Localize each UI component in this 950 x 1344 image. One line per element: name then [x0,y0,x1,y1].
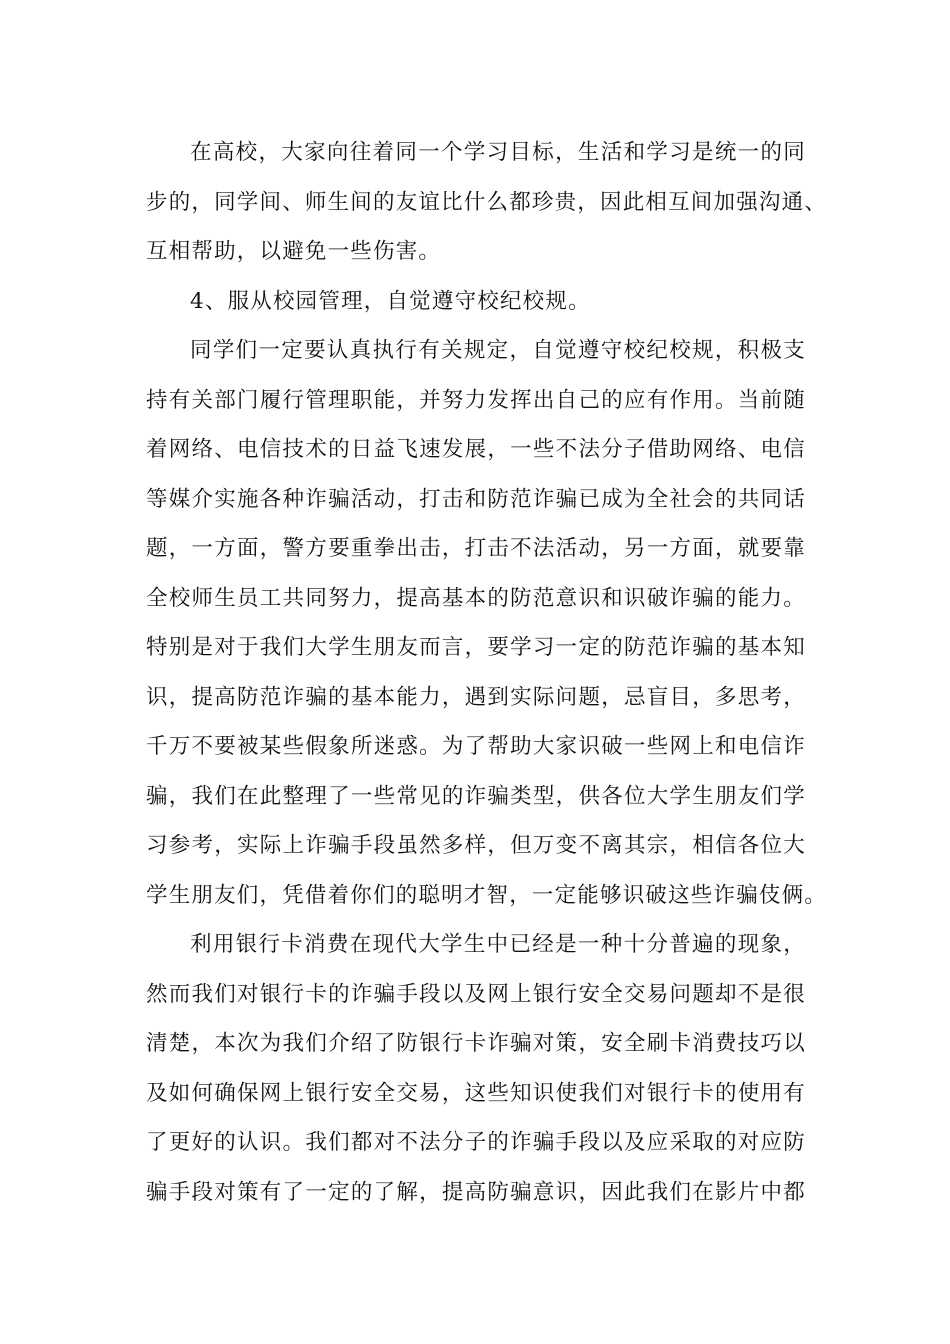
paragraph-3 [146,920,806,1217]
heading-line: 4、服从校园管理，自觉遵守校纪校规。 [190,288,591,314]
paragraph-line: 持有关部门履行管理职能，并努力发挥出自己的应有作用。当前随 [146,387,806,413]
paragraph-line: 骗手段对策有了一定的了解，提高防骗意识，因此我们在影片中都 [146,1179,806,1205]
paragraph-line: 同学们一定要认真执行有关规定，自觉遵守校纪校规，积极支 [190,338,806,363]
paragraph-line: 了更好的认识。我们都对不法分子的诈骗手段以及应采取的对应防 [146,1130,806,1155]
paragraph-line: 全校师生员工共同努力，提高基本的防范意识和识破诈骗的能力。 [146,585,806,611]
section-heading [146,277,806,327]
paragraph-line: 等媒介实施各种诈骗活动，打击和防范诈骗已成为全社会的共同话 [146,486,806,512]
paragraph-line: 千万不要被某些假象所迷惑。为了帮助大家识破一些网上和电信诈 [146,734,806,759]
paragraph-line: 在高校，大家向往着同一个学习目标，生活和学习是统一的同 [190,140,806,165]
paragraph-line: 步的，同学间、师生间的友谊比什么都珍贵，因此相互间加强沟通、 [146,189,828,215]
paragraph-line: 题，一方面，警方要重拳出击，打击不法活动，另一方面，就要靠 [146,536,806,561]
paragraph-line: 及如何确保网上银行安全交易，这些知识使我们对银行卡的使用有 [146,1080,806,1106]
paragraph-line: 识，提高防范诈骗的基本能力，遇到实际问题，忌盲目，多思考， [146,684,806,710]
paragraph-line: 习参考，实际上诈骗手段虽然多样，但万变不离其宗，相信各位大 [146,833,806,858]
paragraph-line: 特别是对于我们大学生朋友而言，要学习一定的防范诈骗的基本知 [146,635,806,660]
paragraph-line: 利用银行卡消费在现代大学生中已经是一种十分普遍的现象， [190,932,806,957]
paragraph-1 [146,128,828,277]
paragraph-line: 然而我们对银行卡的诈骗手段以及网上银行安全交易问题却不是很 [146,981,806,1007]
paragraph-line: 学生朋友们，凭借着你们的聪明才智，一定能够识破这些诈骗伎俩。 [146,882,828,908]
paragraph-line: 着网络、电信技术的日益飞速发展，一些不法分子借助网络、电信 [146,437,806,462]
paragraph-line: 骗，我们在此整理了一些常见的诈骗类型，供各位大学生朋友们学 [146,783,806,809]
document-body [146,128,828,1217]
paragraph-2 [146,326,828,920]
paragraph-line: 互相帮助，以避免一些伤害。 [146,239,442,264]
paragraph-line: 清楚，本次为我们介绍了防银行卡诈骗对策，安全刷卡消费技巧以 [146,1031,806,1056]
